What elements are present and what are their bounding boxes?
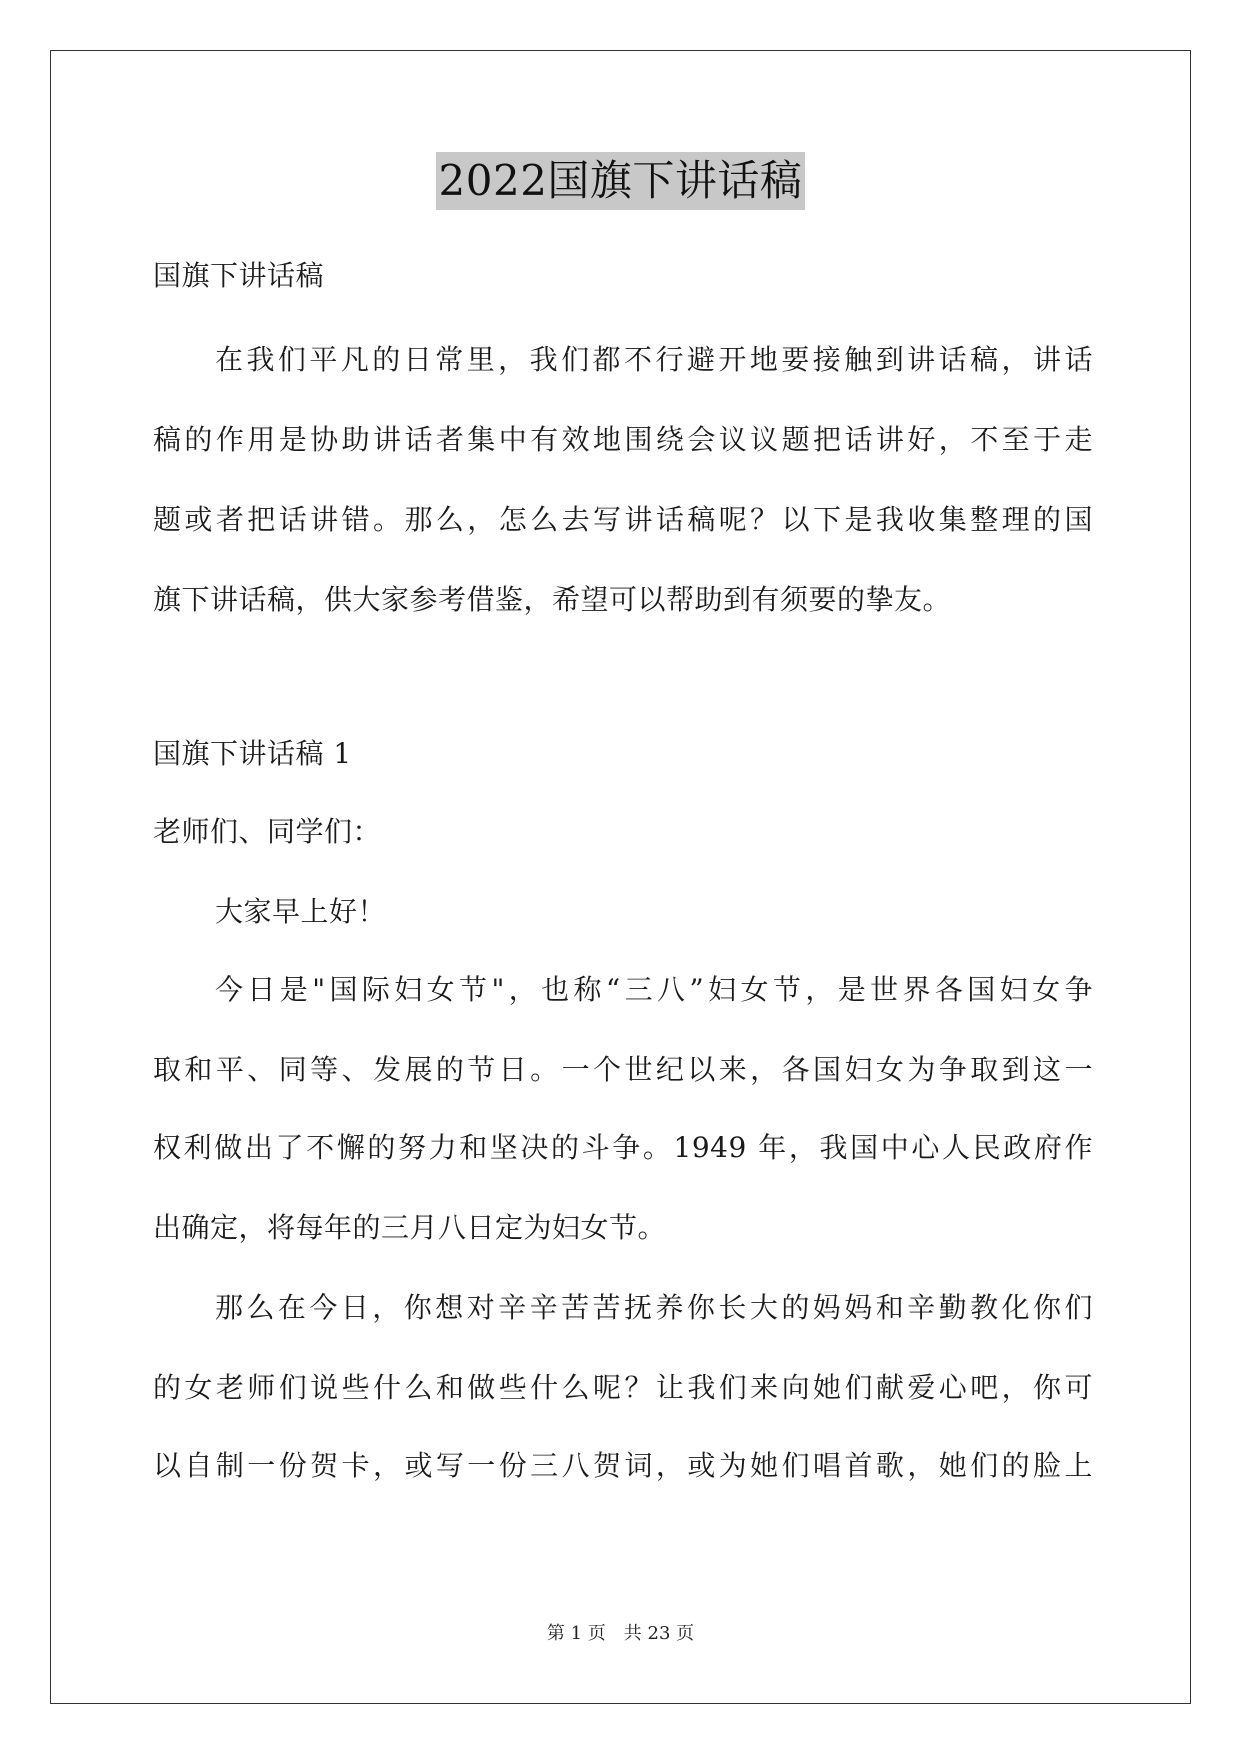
- greeting: 大家早上好！: [215, 895, 387, 928]
- page-number: 第 1 页: [546, 1623, 606, 1644]
- paragraph-line: 的女老师们说些什么和做些什么呢？让我们来向她们献爱心吧，你可: [153, 1371, 1093, 1404]
- paragraph-line: 以自制一份贺卡，或写一份三八贺词，或为她们唱首歌，她们的脸上: [153, 1449, 1093, 1482]
- section-heading: 国旗下讲话稿 1: [153, 737, 352, 770]
- title-block: [0, 152, 1241, 210]
- paragraph-line: 在我们平凡的日常里，我们都不行避开地要接触到讲话稿，讲话: [215, 343, 1093, 376]
- paragraph-line: 题或者把话讲错。那么，怎么去写讲话稿呢？以下是我收集整理的国: [153, 503, 1093, 536]
- paragraph-line: 出确定，将每年的三月八日定为妇女节。: [153, 1211, 667, 1244]
- document-title[interactable]: 2022国旗下讲话稿: [436, 152, 806, 210]
- paragraph-line: 今日是"国际妇女节"，也称“三八”妇女节，是世界各国妇女争: [215, 973, 1093, 1006]
- paragraph-line: 取和平、同等、发展的节日。一个世纪以来，各国妇女为争取到这一: [153, 1053, 1093, 1086]
- salutation: 老师们、同学们：: [153, 815, 382, 848]
- page-footer: [0, 1622, 1241, 1646]
- paragraph-line: 旗下讲话稿，供大家参考借鉴，希望可以帮助到有须要的挚友。: [153, 583, 952, 616]
- page-count: 共 23 页: [623, 1623, 695, 1644]
- paragraph-line: 那么在今日，你想对辛辛苦苦抚养你长大的妈妈和辛勤教化你们: [215, 1291, 1093, 1324]
- paragraph-line: 权利做出了不懈的努力和坚决的斗争。1949 年，我国中心人民政府作: [153, 1131, 1093, 1164]
- intro-heading: 国旗下讲话稿: [153, 259, 325, 292]
- paragraph-line: 稿的作用是协助讲话者集中有效地围绕会议议题把话讲好，不至于走: [153, 423, 1093, 456]
